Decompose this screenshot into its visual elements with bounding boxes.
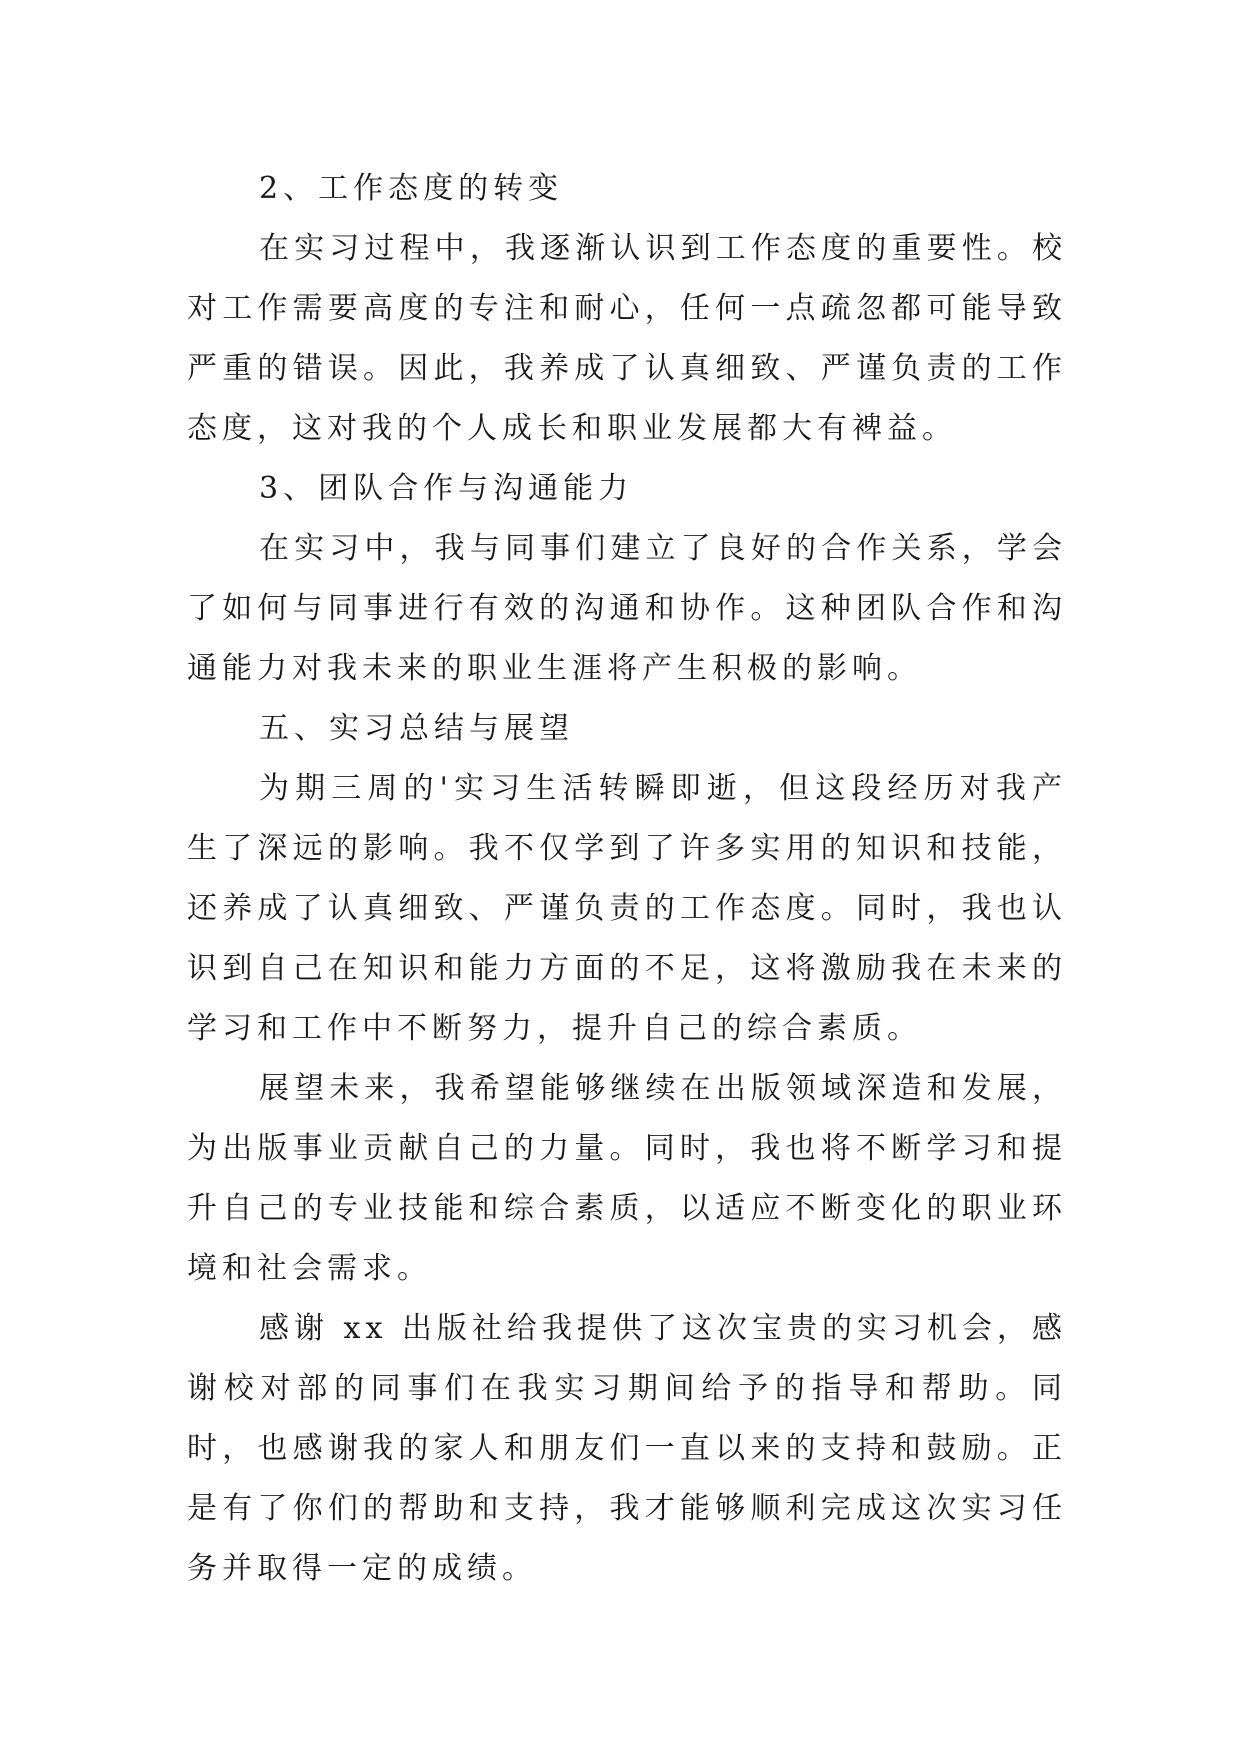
paragraph-summary: 为期三周的'实习生活转瞬即逝，但这段经历对我产生了深远的影响。我不仅学到了许多实用的知识和技能，还养成了认真细致、严谨负责的工作态度。同时，我也认识到自己在知识和能力方面的不足，这将激励我在未来的学习和工作中不断努力，提升自己的综合素质。 [187,771,1067,1046]
section-heading-work-attitude: 2、工作态度的转变 [259,171,564,206]
document-body [187,159,1067,1599]
section-heading-summary: 五、实习总结与展望 [259,711,574,746]
paragraph-outlook: 展望未来，我希望能够继续在出版领域深造和发展，为出版事业贡献自己的力量。同时，我也将不断学习和提升自己的专业技能和综合素质，以适应不断变化的职业环境和社会需求。 [187,1071,1067,1286]
paragraph-thanks: 感谢 xx 出版社给我提供了这次宝贵的实习机会，感谢校对部的同事们在我实习期间给予的指导和帮助。同时，也感谢我的家人和朋友们一直以来的支持和鼓励。正是有了你们的帮助和支持，我才能够顺利完成这次实习任务并取得一定的成绩。 [187,1311,1067,1586]
paragraph-work-attitude: 在实习过程中，我逐渐认识到工作态度的重要性。校对工作需要高度的专注和耐心，任何一点疏忽都可能导致严重的错误。因此，我养成了认真细致、严谨负责的工作态度，这对我的个人成长和职业发展都大有裨益。 [187,231,1067,446]
section-heading-teamwork: 3、团队合作与沟通能力 [259,471,634,506]
paragraph-teamwork: 在实习中，我与同事们建立了良好的合作关系，学会了如何与同事进行有效的沟通和协作。这种团队合作和沟通能力对我未来的职业生涯将产生积极的影响。 [187,531,1067,686]
